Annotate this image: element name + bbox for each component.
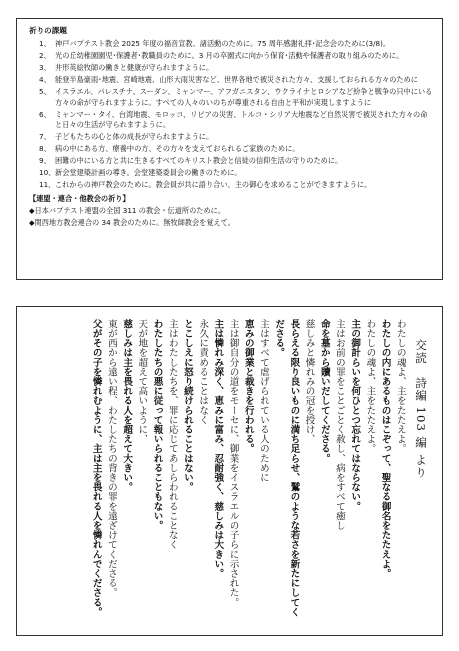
prayer-item-text: 困難の中にいる方と共に生きるすべてのキリスト教会と信徒の信仰生活の守りのために。 bbox=[55, 156, 343, 166]
prayer-item-number: 6、 bbox=[39, 109, 51, 119]
leader-line: 主はお前の罪をことごとく赦し、病をすべて癒し bbox=[333, 319, 345, 531]
prayer-item bbox=[29, 180, 434, 190]
leader-line: 東が西から遠い程、わたしたちの背きの罪を遠ざけてくださる。 bbox=[105, 319, 117, 598]
prayer-item-text: これからの神戸教会のために。教会員が共に語り合い、主の御心を求めることができますように。 bbox=[55, 180, 372, 190]
union-prayer-list bbox=[29, 206, 434, 228]
leader-line: 天が地を超えて高いように、 bbox=[136, 319, 148, 444]
prayer-item-number: 9、 bbox=[39, 156, 51, 166]
leader-line: 主はすべて虐げられている人のために bbox=[257, 319, 269, 483]
leader-line: 主はわたしたちを、罪に応じてあしらわれることなく bbox=[166, 319, 178, 550]
responsive-reading-text bbox=[89, 319, 428, 625]
reading-heading: 交読 詩編 103 編 より bbox=[414, 339, 428, 479]
prayer-item-number: 8、 bbox=[39, 144, 51, 154]
prayer-item-number: 3、 bbox=[39, 63, 51, 73]
prayer-item-text: 井形英絵牧師の働きと健康が守られますように。 bbox=[55, 63, 214, 73]
prayer-title: 祈りの課題 bbox=[29, 26, 67, 35]
prayer-item bbox=[29, 63, 434, 73]
union-prayer-title: 【連盟・連合・他教会の祈り】 bbox=[29, 193, 130, 203]
congregation-line: 長らえる限り良いものに満ち足らせ、鷲のような若さを新たにしてくださる。 bbox=[273, 319, 300, 617]
prayer-item-number: 5、 bbox=[39, 87, 51, 97]
prayer-item-text: 病の中にある方、療養中の方、その方々を支えておられるご家族のために。 bbox=[55, 144, 300, 154]
congregation-line: 主は憐れみ深く、恵みに富み、忍耐強く、慈しみは大きい。 bbox=[212, 319, 224, 579]
congregation-line: 恵みの御業と裁きを行われる。 bbox=[242, 319, 254, 454]
prayer-box bbox=[16, 18, 443, 280]
prayer-item bbox=[29, 87, 434, 108]
congregation-line: 主の御計らいを何ひとつ忘れてはならない。 bbox=[349, 319, 361, 511]
leader-line: 永久に責めることはなく bbox=[197, 319, 209, 425]
prayer-item-number: 1、 bbox=[39, 39, 51, 48]
prayer-item-text: 新会堂建築計画の導き。会堂建築委員会の働きのために。 bbox=[55, 168, 242, 178]
prayer-item-number: 10、 bbox=[39, 168, 56, 178]
prayer-item bbox=[29, 132, 434, 142]
prayer-item bbox=[29, 144, 434, 154]
responsive-reading-box bbox=[16, 306, 443, 636]
prayer-item-number: 11、 bbox=[39, 180, 56, 190]
prayer-item bbox=[29, 75, 434, 85]
congregation-line: 父がその子を憐れむように、主は主を畏れる人を憐れんでくださる。 bbox=[90, 319, 102, 617]
prayer-item-text: 子どもたちの心と体の成長が守られますように。 bbox=[55, 132, 214, 142]
prayer-item bbox=[29, 39, 434, 49]
prayer-item-number: 7、 bbox=[39, 132, 51, 142]
union-prayer-item: ◆日本バプテスト連盟の全国 311 の教会・伝道所のために。 bbox=[29, 206, 226, 216]
congregation-line: わたしたちの悪に従って報いられることもない。 bbox=[151, 319, 163, 531]
union-prayer-item: ◆関西地方教会連合の 34 教会のために。無牧師教会を覚えて。 bbox=[29, 218, 235, 228]
prayer-item-text: イスラエル、パレスチナ、スーダン、ミャンマー、アフガニスタン、ウクライナとロシアなど紛争と戦争の只中にいる方々の命が守られますように。すべての人々のいのちが尊重される自由と平和が実現しますように bbox=[55, 87, 433, 107]
leader-line: わたしの魂よ、主をたたえよ。 bbox=[394, 319, 406, 454]
prayer-item-text: ミャンマー・タイ、台湾地震、モロッコ、リビアの災害、トルコ・シリア大地震など自然災害で被災された方々の命と日々の生活が守られますように。 bbox=[55, 109, 428, 130]
prayer-item-number: 2、 bbox=[39, 51, 51, 61]
prayer-item-text: 光の丘幼稚園園児･保護者･教職員のために。3 月の卒園式に向かう保育･活動や保護者の取り組みのために。 bbox=[55, 51, 404, 61]
congregation-line: とこしえに怒り続けられることはない。 bbox=[181, 319, 193, 492]
prayer-item bbox=[29, 51, 434, 61]
prayer-item-text: 神戸バプテスト教会 2025 年度の福音宣教、諸活動のために。75 周年感謝礼拝･記念会のために(3/8)。 bbox=[55, 39, 391, 48]
prayer-item bbox=[29, 156, 434, 166]
leader-line: 慈しみと憐れみの冠を授け、 bbox=[303, 319, 315, 444]
prayer-item-text: 能登半島豪雨･地震、宮崎地震、山形大雨災害など、世界各地で被災された方々、支援しておられる方々のために bbox=[55, 75, 418, 85]
prayer-item bbox=[29, 168, 434, 178]
leader-line: 主は御自分の道をモーセに、御業をイスラエルの子らに示された。 bbox=[227, 319, 239, 607]
prayer-item-number: 4、 bbox=[39, 75, 51, 85]
prayer-item bbox=[29, 110, 434, 131]
prayer-list bbox=[29, 39, 434, 191]
congregation-line: わたしの内にあるものはこぞって、聖なる御名をたたえよ。 bbox=[379, 319, 391, 579]
congregation-line: 慈しみは主を畏れる人を超えて大きい。 bbox=[121, 319, 133, 492]
congregation-line: 命を墓から贖いだしてくださる。 bbox=[318, 319, 330, 463]
leader-line: わたしの魂よ、主をたたえよ。 bbox=[364, 319, 376, 454]
